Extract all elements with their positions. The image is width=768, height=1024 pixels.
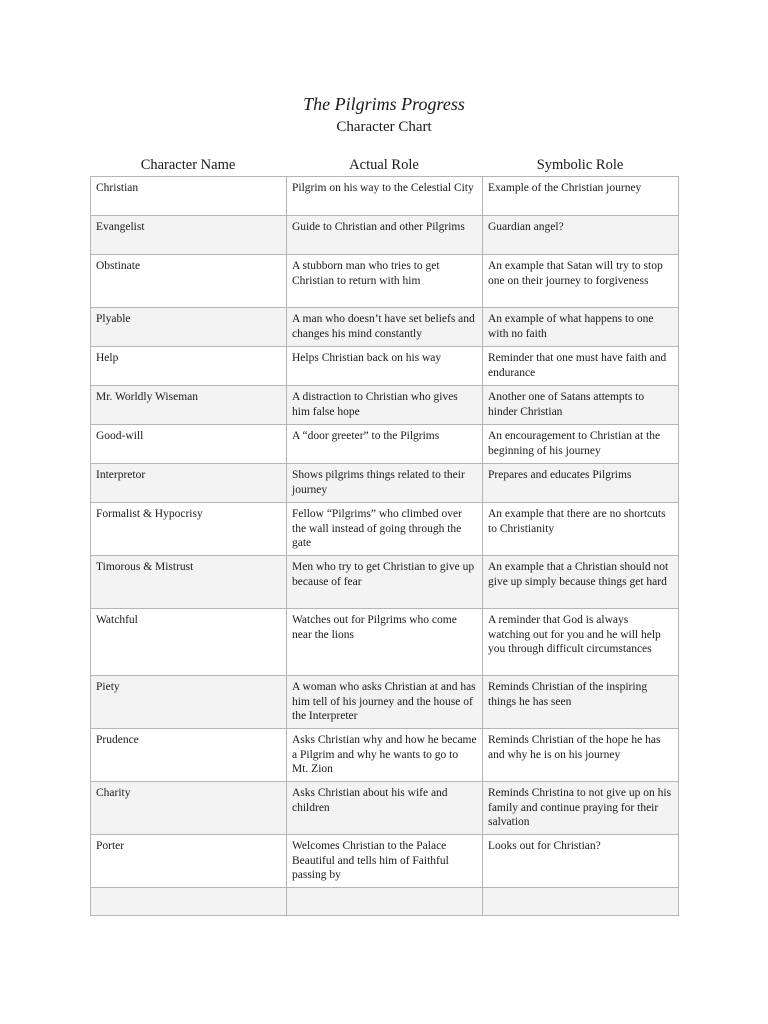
cell-actual-role: Shows pilgrims things related to their journey <box>287 464 483 503</box>
cell-actual-role: Pilgrim on his way to the Celestial City <box>287 177 483 216</box>
cell-actual-role: A woman who asks Christian at and has him tell of his journey and the house of the Interpreter <box>287 676 483 729</box>
cell-actual-role: Men who try to get Christian to give up because of fear <box>287 556 483 609</box>
cell-character-name: Prudence <box>91 729 287 782</box>
cell-character-name: Timorous & Mistrust <box>91 556 287 609</box>
cell-actual-role: Watches out for Pilgrims who come near the lions <box>287 609 483 676</box>
cell-character-name: Piety <box>91 676 287 729</box>
cell-character-name: Formalist & Hypocrisy <box>91 503 287 556</box>
cell-actual-role: Helps Christian back on his way <box>287 347 483 386</box>
column-header-symbolic-role: Symbolic Role <box>536 157 624 173</box>
cell-character-name: Help <box>91 347 287 386</box>
cell-character-name: Watchful <box>91 609 287 676</box>
table-row <box>91 347 679 386</box>
table-row <box>91 729 679 782</box>
cell-symbolic-role: Reminds Christian of the inspiring things he has seen <box>483 676 679 729</box>
cell-actual-role: Asks Christian about his wife and children <box>287 782 483 835</box>
table-row <box>91 835 679 888</box>
cell-character-name <box>91 888 287 916</box>
cell-character-name: Porter <box>91 835 287 888</box>
table-row <box>91 177 679 216</box>
cell-symbolic-role <box>483 888 679 916</box>
document-title: The Pilgrims Progress <box>303 94 465 114</box>
cell-actual-role: Fellow “Pilgrims” who climbed over the wall instead of going through the gate <box>287 503 483 556</box>
table-row <box>91 782 679 835</box>
table-row <box>91 888 679 916</box>
cell-actual-role: A man who doesn’t have set beliefs and changes his mind constantly <box>287 308 483 347</box>
cell-character-name: Mr. Worldly Wiseman <box>91 386 287 425</box>
column-headers <box>90 155 678 175</box>
table-row <box>91 676 679 729</box>
cell-character-name: Charity <box>91 782 287 835</box>
table-row <box>91 216 679 255</box>
column-header-character-name: Character Name <box>140 157 236 173</box>
cell-character-name: Interpretor <box>91 464 287 503</box>
cell-symbolic-role: An example of what happens to one with no faith <box>483 308 679 347</box>
cell-character-name: Good-will <box>91 425 287 464</box>
cell-symbolic-role: An example that there are no shortcuts to Christianity <box>483 503 679 556</box>
table-row <box>91 308 679 347</box>
cell-actual-role: Asks Christian why and how he became a Pilgrim and why he wants to go to Mt. Zion <box>287 729 483 782</box>
cell-symbolic-role: A reminder that God is always watching out for you and he will help you through difficult circumstances <box>483 609 679 676</box>
cell-symbolic-role: An example that a Christian should not give up simply because things get hard <box>483 556 679 609</box>
table-row <box>91 255 679 308</box>
cell-character-name: Christian <box>91 177 287 216</box>
cell-symbolic-role: Reminder that one must have faith and endurance <box>483 347 679 386</box>
cell-symbolic-role: Prepares and educates Pilgrims <box>483 464 679 503</box>
cell-symbolic-role: Reminds Christina to not give up on his family and continue praying for their salvation <box>483 782 679 835</box>
cell-character-name: Evangelist <box>91 216 287 255</box>
cell-actual-role: A “door greeter” to the Pilgrims <box>287 425 483 464</box>
cell-actual-role <box>287 888 483 916</box>
cell-symbolic-role: Looks out for Christian? <box>483 835 679 888</box>
cell-actual-role: A distraction to Christian who gives him false hope <box>287 386 483 425</box>
column-header-actual-role: Actual Role <box>349 157 419 173</box>
cell-symbolic-role: Example of the Christian journey <box>483 177 679 216</box>
cell-actual-role: Welcomes Christian to the Palace Beautiful and tells him of Faithful passing by <box>287 835 483 888</box>
cell-character-name: Plyable <box>91 308 287 347</box>
cell-symbolic-role: An example that Satan will try to stop one on their journey to forgiveness <box>483 255 679 308</box>
table-row <box>91 503 679 556</box>
character-chart-table <box>90 176 679 916</box>
cell-symbolic-role: Another one of Satans attempts to hinder Christian <box>483 386 679 425</box>
document-subtitle: Character Chart <box>336 119 432 135</box>
cell-symbolic-role: An encouragement to Christian at the beginning of his journey <box>483 425 679 464</box>
cell-character-name: Obstinate <box>91 255 287 308</box>
cell-symbolic-role: Guardian angel? <box>483 216 679 255</box>
table-row <box>91 556 679 609</box>
table-row <box>91 386 679 425</box>
table-row <box>91 609 679 676</box>
table-row <box>91 425 679 464</box>
table-row <box>91 464 679 503</box>
cell-symbolic-role: Reminds Christian of the hope he has and why he is on his journey <box>483 729 679 782</box>
cell-actual-role: A stubborn man who tries to get Christian to return with him <box>287 255 483 308</box>
cell-actual-role: Guide to Christian and other Pilgrims <box>287 216 483 255</box>
